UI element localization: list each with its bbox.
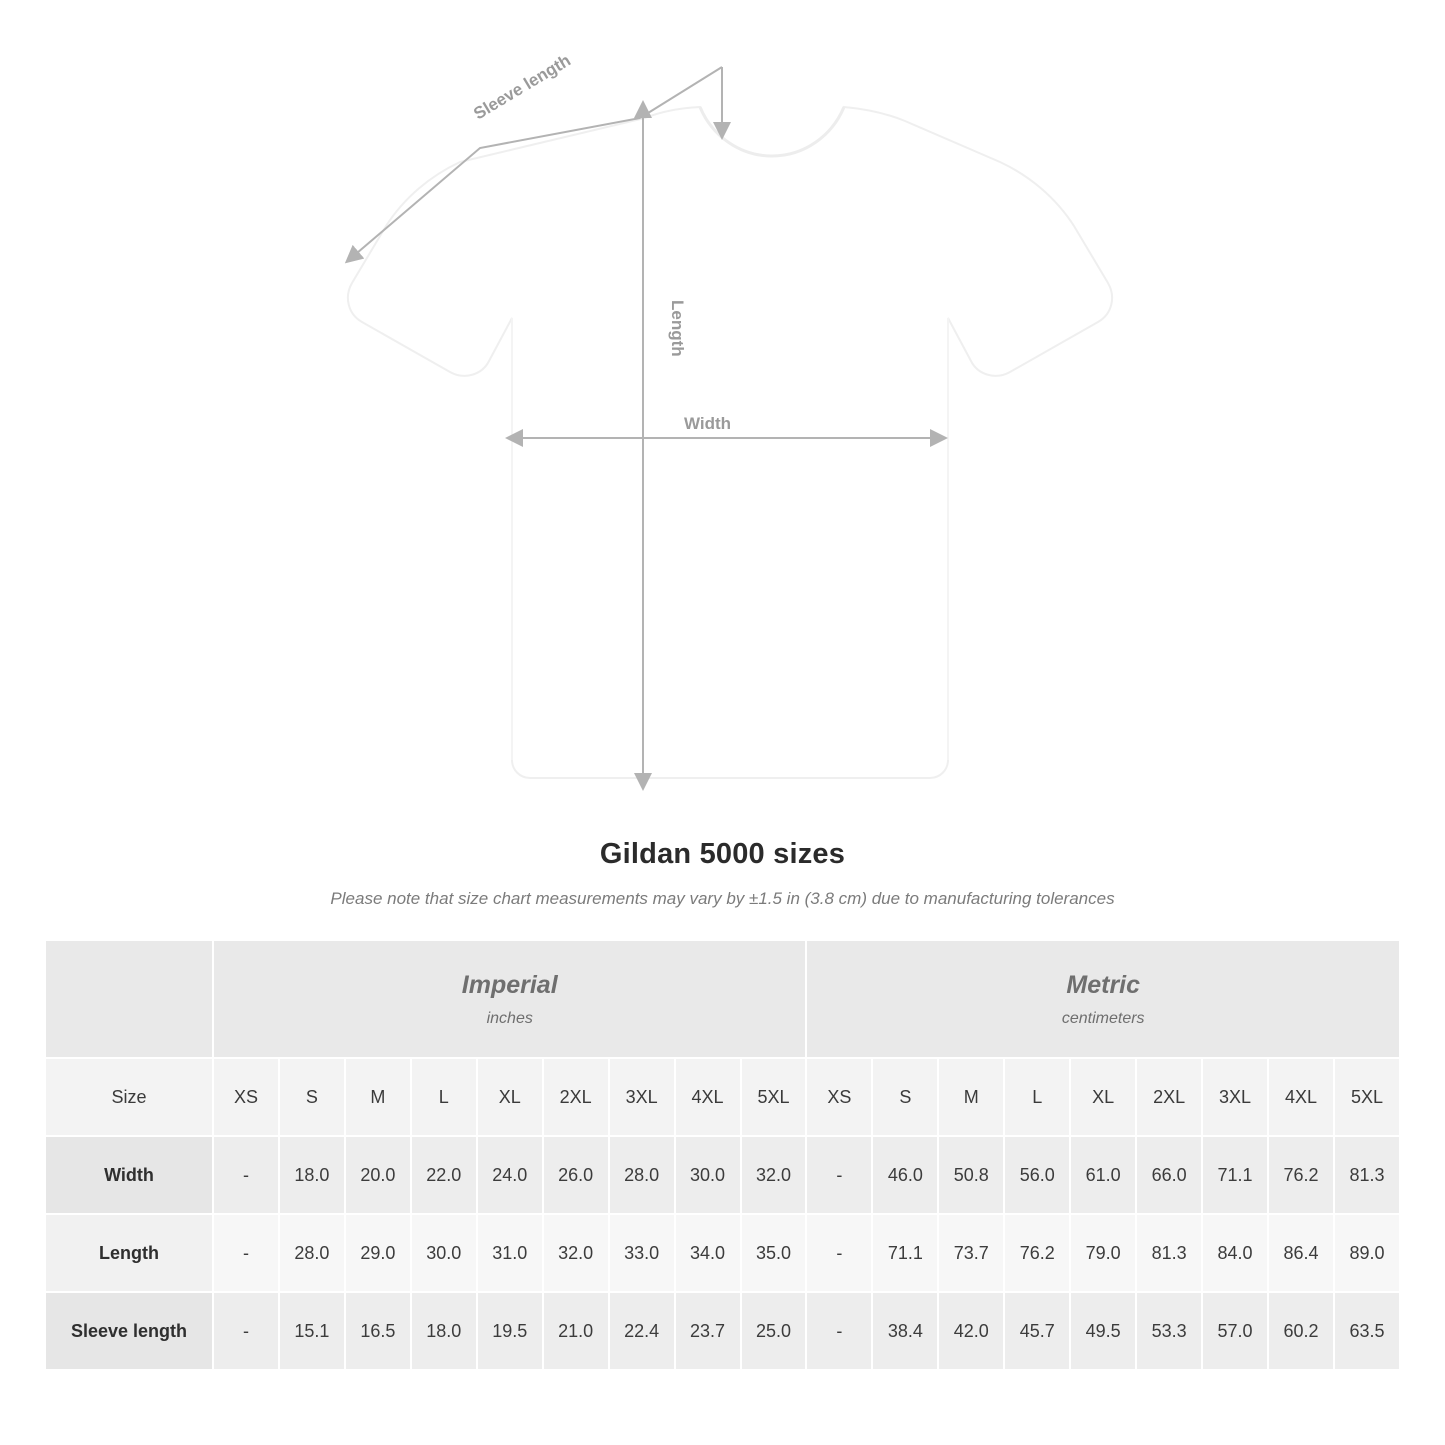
size-col-imperial-m: M — [345, 1058, 411, 1136]
page-title: Gildan 5000 sizes — [599, 838, 846, 870]
cell-length-imp-m: 29.0 — [345, 1214, 411, 1292]
row-label-width: Width — [45, 1136, 213, 1214]
cell-length-met-3xl: 84.0 — [1202, 1214, 1268, 1292]
cell-sleeve-imp-5xl: 25.0 — [741, 1292, 807, 1370]
size-header-row — [45, 1058, 1400, 1136]
size-col-metric-s: S — [872, 1058, 938, 1136]
cell-width-met-xs: - — [806, 1136, 872, 1214]
cell-length-met-xl: 79.0 — [1070, 1214, 1136, 1292]
cell-sleeve-met-3xl: 57.0 — [1202, 1292, 1268, 1370]
cell-length-imp-xl: 31.0 — [477, 1214, 543, 1292]
size-table-wrap — [44, 939, 1401, 1371]
size-col-metric-l: L — [1004, 1058, 1070, 1136]
length-label: Length — [668, 300, 687, 357]
cell-width-imp-m: 20.0 — [345, 1136, 411, 1214]
size-col-metric-xs: XS — [806, 1058, 872, 1136]
cell-width-imp-s: 18.0 — [279, 1136, 345, 1214]
cell-sleeve-imp-l: 18.0 — [411, 1292, 477, 1370]
cell-length-imp-l: 30.0 — [411, 1214, 477, 1292]
size-col-metric-xl: XL — [1070, 1058, 1136, 1136]
cell-sleeve-met-s: 38.4 — [872, 1292, 938, 1370]
cell-sleeve-met-xs: - — [806, 1292, 872, 1370]
cell-width-imp-xl: 24.0 — [477, 1136, 543, 1214]
cell-length-imp-5xl: 35.0 — [741, 1214, 807, 1292]
cell-length-met-xs: - — [806, 1214, 872, 1292]
cell-length-met-l: 76.2 — [1004, 1214, 1070, 1292]
cell-sleeve-imp-xs: - — [213, 1292, 279, 1370]
cell-sleeve-met-5xl: 63.5 — [1334, 1292, 1400, 1370]
cell-length-met-4xl: 86.4 — [1268, 1214, 1334, 1292]
cell-width-met-s: 46.0 — [872, 1136, 938, 1214]
size-col-metric-3xl: 3XL — [1202, 1058, 1268, 1136]
cell-width-imp-l: 22.0 — [411, 1136, 477, 1214]
size-header-label: Size — [45, 1058, 213, 1136]
cell-length-imp-4xl: 34.0 — [675, 1214, 741, 1292]
cell-length-met-m: 73.7 — [938, 1214, 1004, 1292]
size-table — [44, 939, 1401, 1371]
table-row — [45, 1292, 1400, 1370]
cell-length-met-5xl: 89.0 — [1334, 1214, 1400, 1292]
unit-name-metric: Metric — [1066, 970, 1141, 999]
row-label-length: Length — [45, 1214, 213, 1292]
unit-sub-imperial: inches — [486, 1009, 533, 1027]
tshirt-shape — [348, 107, 1112, 778]
sleeve-length-label: Sleeve length — [470, 50, 575, 124]
size-col-metric-4xl: 4XL — [1268, 1058, 1334, 1136]
size-col-imperial-5xl: 5XL — [741, 1058, 807, 1136]
size-col-imperial-3xl: 3XL — [609, 1058, 675, 1136]
cell-sleeve-met-l: 45.7 — [1004, 1292, 1070, 1370]
cell-length-imp-3xl: 33.0 — [609, 1214, 675, 1292]
cell-width-met-2xl: 66.0 — [1136, 1136, 1202, 1214]
unit-sub-metric: centimeters — [1061, 1009, 1145, 1027]
unit-header-spacer — [45, 940, 213, 1058]
size-col-imperial-s: S — [279, 1058, 345, 1136]
cell-sleeve-met-xl: 49.5 — [1070, 1292, 1136, 1370]
cell-width-imp-2xl: 26.0 — [543, 1136, 609, 1214]
cell-sleeve-met-4xl: 60.2 — [1268, 1292, 1334, 1370]
unit-header-imperial — [213, 940, 806, 1058]
title-block — [0, 838, 1445, 909]
size-col-metric-m: M — [938, 1058, 1004, 1136]
cell-width-imp-xs: - — [213, 1136, 279, 1214]
width-label: Width — [684, 414, 732, 433]
cell-sleeve-imp-xl: 19.5 — [477, 1292, 543, 1370]
tolerance-note: Please note that size chart measurements may vary by ±1.5 in (3.8 cm) due to manufacturing tolerances — [330, 889, 1115, 908]
table-row — [45, 1136, 1400, 1214]
cell-length-imp-2xl: 32.0 — [543, 1214, 609, 1292]
size-col-imperial-xs: XS — [213, 1058, 279, 1136]
cell-width-imp-5xl: 32.0 — [741, 1136, 807, 1214]
cell-width-met-xl: 61.0 — [1070, 1136, 1136, 1214]
cell-sleeve-met-m: 42.0 — [938, 1292, 1004, 1370]
row-label-sleeve-length: Sleeve length — [45, 1292, 213, 1370]
unit-header-metric — [806, 940, 1400, 1058]
size-col-imperial-l: L — [411, 1058, 477, 1136]
cell-width-met-3xl: 71.1 — [1202, 1136, 1268, 1214]
cell-sleeve-met-2xl: 53.3 — [1136, 1292, 1202, 1370]
cell-width-met-5xl: 81.3 — [1334, 1136, 1400, 1214]
cell-sleeve-imp-4xl: 23.7 — [675, 1292, 741, 1370]
size-col-metric-5xl: 5XL — [1334, 1058, 1400, 1136]
cell-sleeve-imp-m: 16.5 — [345, 1292, 411, 1370]
cell-sleeve-imp-2xl: 21.0 — [543, 1292, 609, 1370]
cell-width-met-m: 50.8 — [938, 1136, 1004, 1214]
size-col-imperial-4xl: 4XL — [675, 1058, 741, 1136]
cell-sleeve-imp-3xl: 22.4 — [609, 1292, 675, 1370]
size-col-metric-2xl: 2XL — [1136, 1058, 1202, 1136]
size-col-imperial-2xl: 2XL — [543, 1058, 609, 1136]
table-row — [45, 1214, 1400, 1292]
cell-width-imp-4xl: 30.0 — [675, 1136, 741, 1214]
unit-name-imperial: Imperial — [461, 970, 558, 999]
cell-length-met-2xl: 81.3 — [1136, 1214, 1202, 1292]
size-col-imperial-xl: XL — [477, 1058, 543, 1136]
unit-header-row — [45, 940, 1400, 1058]
cell-width-met-l: 56.0 — [1004, 1136, 1070, 1214]
cell-width-imp-3xl: 28.0 — [609, 1136, 675, 1214]
cell-length-met-s: 71.1 — [872, 1214, 938, 1292]
cell-length-imp-s: 28.0 — [279, 1214, 345, 1292]
cell-width-met-4xl: 76.2 — [1268, 1136, 1334, 1214]
cell-length-imp-xs: - — [213, 1214, 279, 1292]
cell-sleeve-imp-s: 15.1 — [279, 1292, 345, 1370]
